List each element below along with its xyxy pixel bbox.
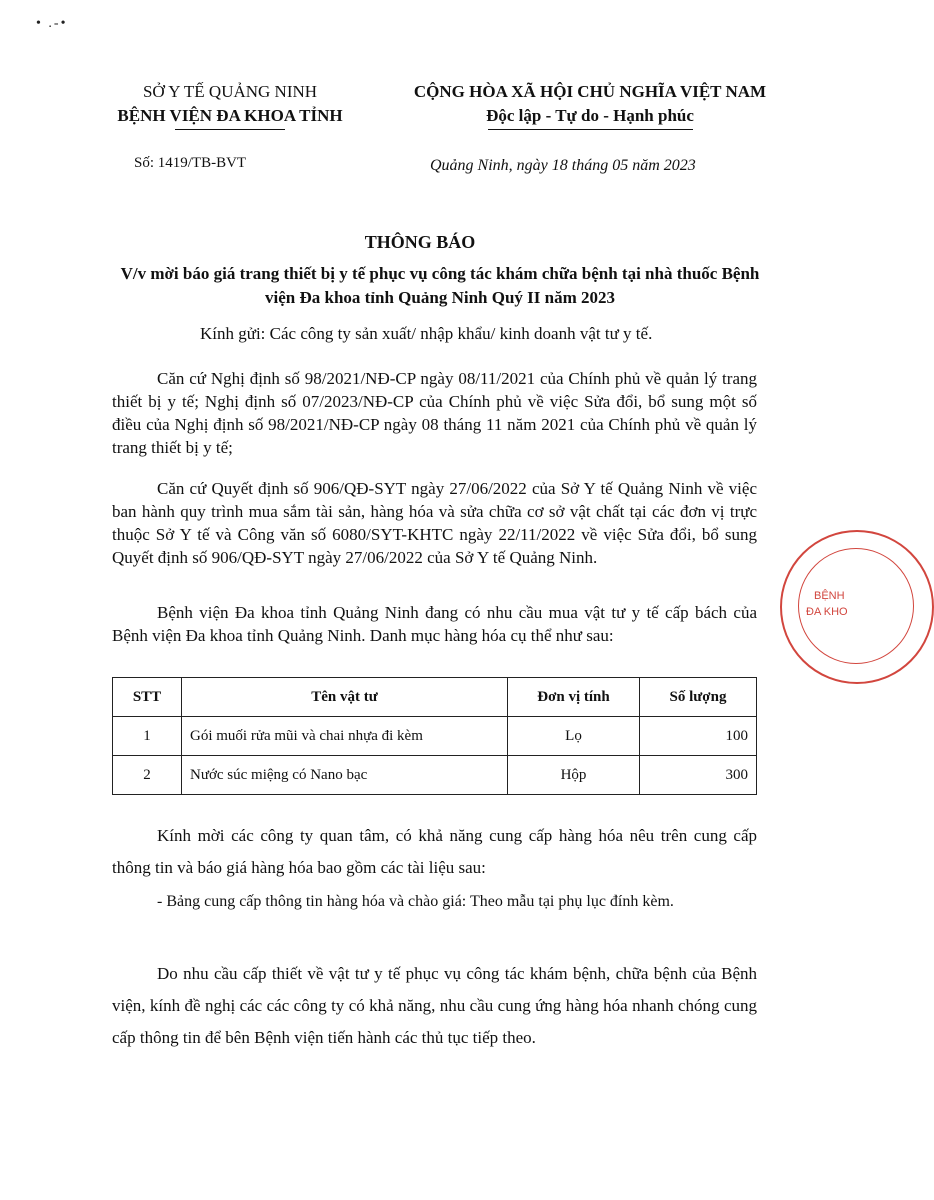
- cell-unit: Hộp: [508, 756, 640, 795]
- national-heading: [380, 80, 800, 130]
- table-row: [113, 756, 757, 795]
- paragraph-documents-list: - Bảng cung cấp thông tin hàng hóa và chào giá: Theo mẫu tại phụ lục đính kèm.: [157, 893, 674, 910]
- paragraph-legal-basis-1: Căn cứ Nghị định số 98/2021/NĐ-CP ngày 08/11/2021 của Chính phủ về quản lý trang thiết bị y tế; Nghị định số 07/2023/NĐ-CP của Chính phủ về việc Sửa đổi, bổ sung một số điều của Nghị định số 98/2021/NĐ-CP ngày 08 tháng 11 năm 2021 của Chính phủ về quản lý trang thiết bị y tế;: [112, 369, 757, 457]
- issuing-organization: [95, 80, 365, 130]
- stamp-text: ĐA KHO: [806, 606, 848, 618]
- table-header-row: [113, 678, 757, 717]
- header-stt: STT: [113, 678, 182, 717]
- hospital-name: BỆNH VIỆN ĐA KHOA TỈNH: [117, 106, 343, 125]
- header-unit: Đơn vị tính: [508, 678, 640, 717]
- recipient-line: Kính gửi: Các công ty sản xuất/ nhập khẩu/ kinh doanh vật tư y tế.: [200, 324, 653, 343]
- document-subject: V/v mời báo giá trang thiết bị y tế phục vụ công tác khám chữa bệnh tại nhà thuốc Bệnh viện Đa khoa tỉnh Quảng Ninh Quý II năm 2023: [120, 264, 760, 307]
- place-date: Quảng Ninh, ngày 18 tháng 05 năm 2023: [430, 157, 696, 174]
- cell-quantity: 300: [640, 756, 757, 795]
- department-name: SỞ Y TẾ QUẢNG NINH: [142, 82, 318, 101]
- paragraph-legal-basis-2: Căn cứ Quyết định số 906/QĐ-SYT ngày 27/06/2022 của Sở Y tế Quảng Ninh về việc ban hành quy trình mua sắm tài sản, hàng hóa và sửa chữa cơ sở vật chất tại các đơn vị trực thuộc Sở Y tế và Công văn số 6080/SYT-KHTC ngày 22/11/2022 về việc Sửa đổi, bổ sung Quyết định số 906/QĐ-SYT ngày 27/06/2022 của Sở Y tế Quảng Ninh.: [112, 479, 757, 567]
- scan-corner-mark: • .-•: [36, 16, 68, 31]
- header-quantity: Số lượng: [640, 678, 757, 717]
- paragraph-invitation: Kính mời các công ty quan tâm, có khả năng cung cấp hàng hóa nêu trên cung cấp thông tin và báo giá hàng hóa bao gồm các tài liệu sau:: [112, 826, 757, 877]
- paragraph-request: Do nhu cầu cấp thiết về vật tư y tế phục vụ công tác khám bệnh, chữa bệnh của Bệnh viện, kính đề nghị các các công ty có khả năng, nhu cầu cung ứng hàng hóa nhanh chóng cung cấp thông tin để bên Bệnh viện tiến hành các thủ tục tiếp theo.: [112, 964, 757, 1047]
- cell-stt: 2: [113, 756, 182, 795]
- stamp-text: BỆNH: [814, 590, 845, 602]
- republic-name: CỘNG HÒA XÃ HỘI CHỦ NGHĨA VIỆT NAM: [413, 82, 767, 101]
- document-title: THÔNG BÁO: [364, 232, 476, 252]
- paragraph-demand: Bệnh viện Đa khoa tỉnh Quảng Ninh đang có nhu cầu mua vật tư y tế cấp bách của Bệnh viện Đa khoa tỉnh Quảng Ninh. Danh mục hàng hóa cụ thể như sau:: [112, 603, 757, 645]
- national-motto: Độc lập - Tự do - Hạnh phúc: [486, 106, 694, 125]
- document-number: Số: 1419/TB-BVT: [134, 155, 247, 171]
- motto-underline: [488, 129, 693, 130]
- org-underline: [175, 129, 285, 130]
- cell-quantity: 100: [640, 717, 757, 756]
- table-row: [113, 717, 757, 756]
- red-seal-stamp: [780, 530, 934, 684]
- cell-unit: Lọ: [508, 717, 640, 756]
- cell-item-name: Nước súc miệng có Nano bạc: [182, 756, 508, 795]
- cell-item-name: Gói muối rửa mũi và chai nhựa đi kèm: [182, 717, 508, 756]
- header-item-name: Tên vật tư: [182, 678, 508, 717]
- cell-stt: 1: [113, 717, 182, 756]
- items-table: [112, 677, 757, 795]
